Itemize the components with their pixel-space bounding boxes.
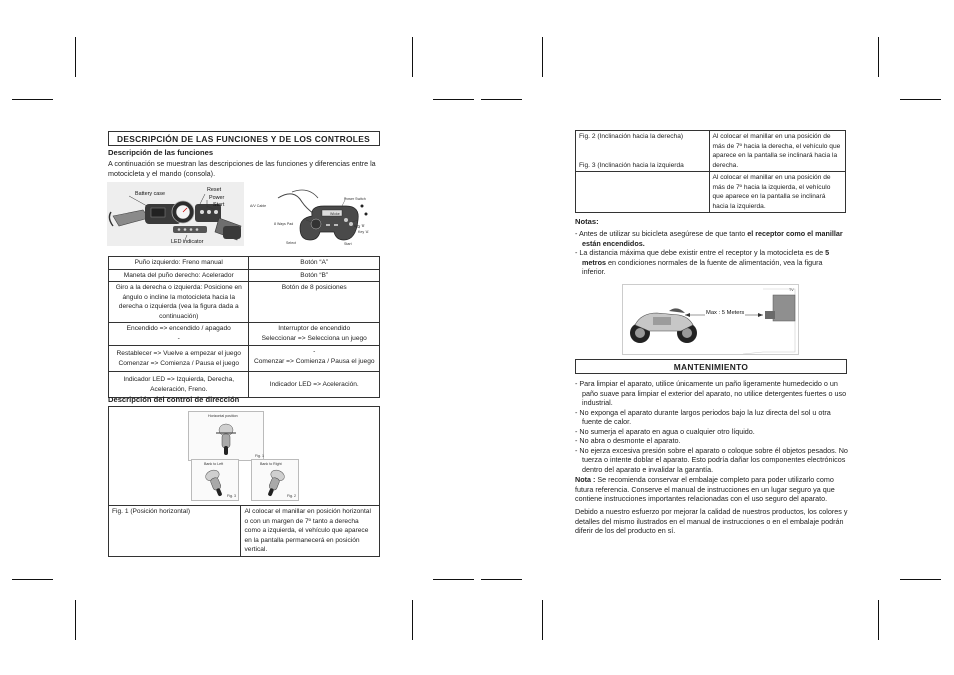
section-title-maintenance: MANTENIMIENTO [575, 359, 847, 374]
fig3-description: Al colocar el manillar en una posición de más de 7º hacia la izquierda, el vehículo que aparece en la pantalla se inclinará hacia la izquierda. [709, 172, 845, 213]
functions-comparison-table [108, 256, 380, 398]
label-battery-case: Battery case [135, 191, 165, 197]
maintenance-item: - Para limpiar el aparato, utilice únicamente un paño ligeramente humedecido o un paño suave para limpiar el exterior del aparato, no utilice detergentes fuertes o uso industrial. [575, 379, 847, 407]
crop-mark [481, 99, 522, 100]
handlebar-drawing [107, 182, 244, 246]
controller-illustration [248, 184, 380, 250]
functions-subtitle: Descripción de las funciones [108, 148, 214, 157]
controller-brand: Wicke [330, 212, 340, 216]
label-tv: TV [789, 288, 794, 292]
table-row [109, 372, 380, 398]
table-cell: Botón de 8 posiciones [249, 282, 380, 323]
table-cell: Giro a la derecha o izquierda: Posicione en ángulo o incline la motocicleta hacia la derecha o izquierda (vea la figura dada a continuación) [109, 282, 249, 323]
closing-paragraph: Debido a nuestro esfuerzo por mejorar la calidad de nuestros productos, los colores y detalles del mismo ilustrados en el manual de instrucciones o en el embalaje podrán diferir de los del producto en sí. [575, 507, 848, 535]
table-cell: - Comenzar => Comienza / Pausa el juego [249, 346, 380, 372]
maintenance-item: - No abra o desmonte el aparato. [575, 436, 681, 445]
crop-mark [542, 37, 543, 77]
fig2-description: Al colocar el manillar en una posición de más de 7º hacia la derecha, el vehículo que aparece en la pantalla se inclinará hacia la derecha. [709, 131, 845, 172]
fig1-description: Al colocar el manillar en posición horizontal o con un margen de 7º tanto a derecha como a izquierda, el vehículo que aparece en la pantalla permanecerá en posición vertical. [241, 506, 380, 557]
crop-mark [75, 600, 76, 640]
fig2-fig3-captions: Fig. 2 (Inclinación hacia la derecha) Fig. 3 (Inclinación hacia la izquierda [576, 131, 710, 172]
crop-mark [878, 37, 879, 77]
crop-mark [75, 37, 76, 77]
steering-fig-left [191, 459, 239, 501]
label-power-switch: Power Switch [344, 197, 366, 201]
table-row [109, 282, 380, 323]
label-8-ways-pad: 8 Ways Pad [274, 222, 294, 226]
table-cell: Indicador LED => Aceleración. [249, 372, 380, 398]
motorbike-tilt-left-icon [202, 467, 228, 497]
distance-illustration [622, 284, 799, 355]
crop-mark [900, 99, 941, 100]
note-text: - Antes de utilizar su bicicleta asegúrese de que tanto [575, 229, 748, 238]
table-cell [576, 172, 710, 213]
steering-fig-horizontal [188, 411, 264, 461]
table-row [576, 131, 846, 172]
note-text: en condiciones normales de la fuente de alimentación, vea la figura inferior. [582, 257, 823, 276]
crop-mark [12, 99, 53, 100]
steering-subtitle: Descripción del control de dirección [108, 395, 240, 404]
section-title-functions: DESCRIPCIÓN DE LAS FUNCIONES Y DE LOS CONTROLES [108, 131, 380, 146]
crop-mark [481, 579, 522, 580]
maintenance-item: - No sumerja el aparato en agua o cualquier otro líquido. [575, 426, 755, 436]
label-power: Power [209, 195, 225, 201]
fig1-caption: Fig. 1 (Posición horizontal) [109, 506, 241, 557]
crop-mark [542, 600, 543, 640]
controller-drawing [248, 184, 380, 250]
note-body: Se recomienda conservar el embalaje completo para poder utilizarlo como futura referencia. Conserve el manual de instrucciones en un lugar seguro ya que contiene instrucciones importantes relacionadas con el uso seguro del aparato. [575, 475, 835, 503]
table-cell: Encendido => encendido / apagado - [109, 323, 249, 346]
fig-2-3-table [575, 130, 846, 213]
distance-drawing [623, 285, 798, 354]
maintenance-item: - No exponga el aparato durante largos periodos bajo la luz directa del sol u otra fuente de calor. [575, 407, 831, 426]
label-select: Select [286, 241, 296, 245]
table-cell: Interruptor de encendido Seleccionar => Selecciona un juego [249, 323, 380, 346]
steering-fig-right [251, 459, 299, 501]
crop-mark [433, 99, 474, 100]
label-led-indicator: LED indicator [171, 239, 204, 245]
table-cell: Botón “A” [249, 257, 380, 270]
table-row [576, 172, 846, 213]
table-row [109, 506, 380, 557]
note-item [575, 248, 847, 277]
label-key-a: Key 'A' [358, 230, 369, 234]
label-key-b: Key 'B' [354, 224, 365, 228]
note-emphasis: el receptor como el manillar están encendidos. [582, 229, 843, 248]
crop-mark [12, 579, 53, 580]
label-tilt-right: Bank to Right [260, 462, 282, 466]
note-emphasis: 5 metros [582, 248, 830, 267]
packaging-note [575, 475, 848, 504]
label-max-distance: Max : 5 Meters [706, 310, 745, 316]
crop-mark [412, 37, 413, 77]
label-fig2: Fig. 2 [287, 494, 296, 498]
label-start-controller: Start [344, 242, 352, 246]
label-reset: Reset [207, 187, 222, 193]
table-cell: Puño izquierdo: Freno manual [109, 257, 249, 270]
label-horizontal-position: Horizontal position [208, 414, 238, 418]
crop-mark [412, 600, 413, 640]
notes-list [575, 229, 847, 277]
table-row [109, 269, 380, 282]
handlebar-illustration [107, 182, 244, 246]
note-text: - La distancia máxima que debe existir entre el receptor y la motocicleta es de [575, 248, 826, 257]
table-cell: Indicador LED => Izquierda, Derecha, Aceleración, Freno. [109, 372, 249, 398]
crop-mark [878, 600, 879, 640]
intro-paragraph: A continuación se muestran las descripciones de las funciones y diferencias entre la motocicleta y el mando (consola). [108, 159, 376, 178]
maintenance-item: - No ejerza excesiva presión sobre el aparato o coloque sobre él objetos pesados. No tuerza o intente doblar el aparato. Esto podría dañar los componentes electrónicos dentro del aparato e invalidar la garantía. [575, 445, 848, 474]
table-row [109, 257, 380, 270]
label-tilt-left: Bank to Left [204, 462, 224, 466]
crop-mark [433, 579, 474, 580]
label-start: Start [213, 202, 225, 208]
table-row [109, 323, 380, 346]
motorbike-upright-icon [215, 422, 237, 456]
label-av-cable: A/V Cable [250, 204, 267, 208]
table-cell: Maneta del puño derecho: Acelerador [109, 269, 249, 282]
notes-title: Notas: [575, 217, 599, 226]
maintenance-list [575, 379, 848, 474]
label-fig1: Fig. 1 [255, 454, 264, 458]
motorbike-tilt-right-icon [262, 467, 288, 497]
label-fig3: Fig. 3 [227, 494, 236, 498]
crop-mark [900, 579, 941, 580]
note-item [575, 229, 847, 248]
fig1-table [108, 505, 380, 557]
table-cell: Botón “B” [249, 269, 380, 282]
table-row [109, 346, 380, 372]
table-cell: Restablecer => Vuelve a empezar el juego Comenzar => Comienza / Pausa el juego [109, 346, 249, 372]
steering-figure-box [108, 406, 380, 505]
note-label: Nota : [575, 475, 596, 484]
